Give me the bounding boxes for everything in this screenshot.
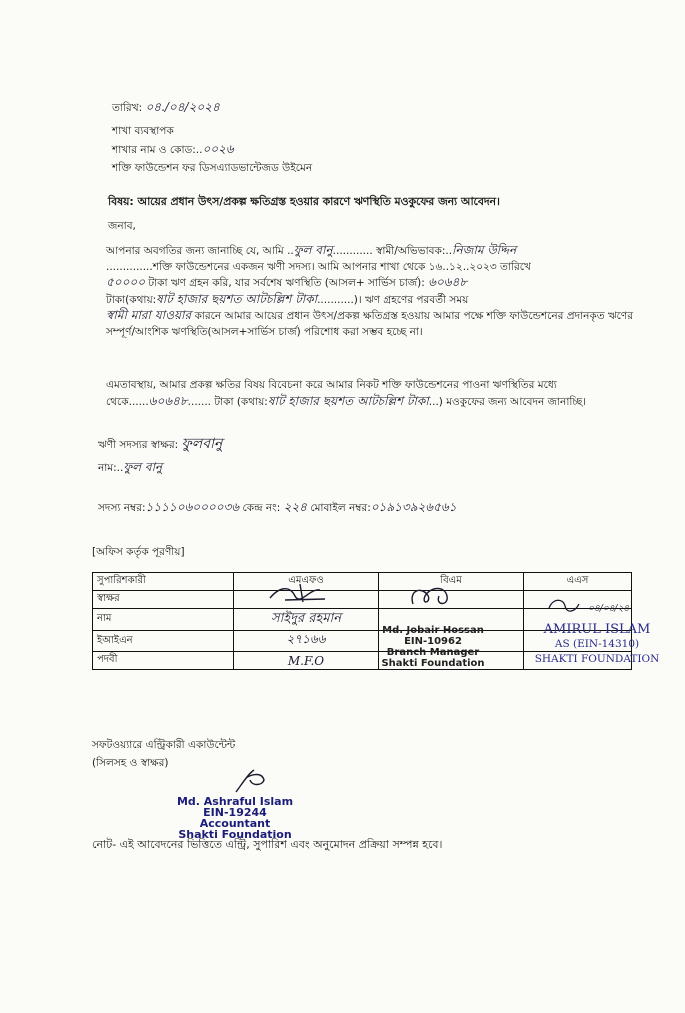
p1-text-g: কারনে আমার আয়ের প্রধান উৎস/প্রকল্প ক্ষতিগ্রস্ত হওয়ায় আমার পক্ষে শক্তি ফাউন্ডেশনের প্রদানকৃত ঋণের সম্পূর্ণ/আংশিক ঋণস্থিতি(আসল+সার্ভিস চার্জ) পরিশোধ করা সম্ভব হচ্ছে না। bbox=[106, 310, 633, 338]
member-signature: ফুলবানু bbox=[181, 436, 223, 452]
accountant-stamp-org: Shakti Foundation bbox=[178, 828, 292, 841]
borrower-name: ফুল বানু bbox=[293, 243, 333, 257]
p1-text-d: টাকা ঋণ গ্রহন করি, যার সর্বশেষ ঋণস্থিতি (আসল+ সার্ভিস চার্জ): bbox=[148, 277, 425, 289]
as-stamp-name: AMIRUL ISLAM bbox=[543, 622, 651, 637]
accountant-line-1: সফটওয়্যারে এন্ট্রিকারী একাউন্টেন্ট bbox=[92, 739, 236, 751]
p1-text-b: ............ স্বামী/অভিভাবক:.. bbox=[332, 245, 453, 257]
accountant-stamp-title: Accountant bbox=[199, 817, 271, 830]
bm-signature bbox=[405, 584, 465, 608]
subject-text: আয়ের প্রধান উৎস/প্রকল্প ক্ষতিগ্রস্ত হওয়ার কারণে ঋণস্থিতি মওকুফের জন্য আবেদন। bbox=[137, 195, 500, 208]
branch-line bbox=[112, 142, 234, 157]
col-mfo: এমএফও bbox=[234, 573, 379, 591]
accountant-stamp bbox=[160, 796, 310, 840]
balance-words: ষাট হাজার ছয়শত আটচল্লিশ টাকা bbox=[156, 291, 318, 306]
member-name-line bbox=[98, 460, 162, 475]
p2-text-b: ....... টাকা (কথায়: bbox=[187, 395, 268, 408]
member-signature-label: ঋণী সদস্যর স্বাক্ষর: bbox=[98, 439, 179, 451]
note: নোট- এই আবেদনের ভিত্তিতে এন্ট্রি, সুপারিশ এবং অনুমোদন প্রক্রিয়া সম্পন্ন হবে। bbox=[92, 838, 443, 851]
branch-label: শাখার নাম ও কোড:.. bbox=[112, 144, 203, 156]
bm-stamp-title: Branch Manager bbox=[386, 647, 480, 658]
bm-stamp-ein: EIN-10962 bbox=[404, 636, 462, 647]
mfo-name: সাইদুর রহমান bbox=[234, 609, 379, 631]
cause-text: স্বামী মারা যাওয়ার bbox=[106, 308, 192, 322]
member-no-label: সদস্য নম্বর: bbox=[98, 502, 146, 514]
row-label: পদবী bbox=[93, 652, 234, 670]
balance-amount: ৬০৬৪৮ bbox=[428, 275, 468, 289]
subject-line bbox=[108, 195, 500, 209]
office-title: [অফিস কর্তৃক পূরণীয়] bbox=[92, 546, 185, 558]
member-name: ফুল বানু bbox=[123, 460, 163, 474]
mobile-no: ০১৯১৩৯২৬৫৬১ bbox=[370, 500, 457, 514]
org-name: শক্তি ফাউন্ডেশন ফর ডিসএ্যাডভান্টেজড উইমেন bbox=[112, 162, 313, 174]
p1-text-a: আপনার অবগতির জন্য জানাচ্ছি যে, আমি .. bbox=[106, 245, 294, 257]
accountant-signature bbox=[232, 766, 272, 796]
p2-text-c: ...) মওকুফের জন্য আবেদন জানাচ্ছি। bbox=[428, 395, 587, 408]
as-stamp bbox=[522, 622, 672, 667]
accountant-stamp-name: Md. Ashraful Islam bbox=[176, 795, 294, 808]
waive-words: ষাট হাজার ছয়শত আটচল্লিশ টাকা bbox=[267, 393, 429, 408]
body-paragraph-1 bbox=[106, 243, 634, 340]
col-bm: বিএম bbox=[379, 573, 524, 591]
bm-stamp-org: Shakti Foundation bbox=[381, 658, 485, 669]
row-label: স্বাক্ষর bbox=[93, 591, 234, 609]
p1-text-e: টাকা(কথায়: bbox=[106, 293, 157, 306]
body-paragraph-2 bbox=[106, 378, 634, 410]
mfo-designation: M.F.O bbox=[234, 652, 379, 670]
p1-text-f: ...........)। ঋণ গ্রহণের পরবর্তী সময় bbox=[317, 293, 469, 306]
accountant-line-2: (সিলসহ ও স্বাক্ষর) bbox=[92, 757, 169, 769]
center-label: কেন্দ্র নং: bbox=[242, 502, 281, 514]
as-signature bbox=[545, 596, 585, 616]
branch-code: ০০২৬ bbox=[202, 142, 234, 156]
row-label: ইআইএন bbox=[93, 631, 234, 652]
office-header-row bbox=[93, 573, 632, 591]
salutation: জনাব, bbox=[108, 220, 136, 232]
row-label: নাম bbox=[93, 609, 234, 631]
guardian-name: নিজাম উদ্দিন bbox=[452, 243, 517, 257]
accountant-stamp-ein: EIN-19244 bbox=[203, 806, 267, 819]
center-no: ২২৪ bbox=[283, 500, 307, 514]
bm-stamp bbox=[372, 625, 494, 669]
waive-amount: ৬০৬৪৮ bbox=[148, 393, 188, 408]
date-label: তারিখ: bbox=[112, 102, 143, 114]
as-stamp-org: SHAKTI FOUNDATION bbox=[534, 653, 660, 665]
date-line bbox=[112, 100, 220, 115]
member-number-line bbox=[98, 500, 456, 515]
as-stamp-ein: AS (EIN-14310) bbox=[554, 638, 640, 650]
loan-amount: ৫০০০০ bbox=[106, 275, 145, 289]
p1-text-c: ..............শক্তি ফাউন্ডেশনের একজন ঋণী সদস্য। আমি আপনার শাখা থেকে ১৬..১২..২০২৩ তারিখে bbox=[106, 260, 531, 273]
mfo-ein: ২৭১৬৬ bbox=[234, 631, 379, 652]
bm-stamp-name: Md. Jobair Hossan bbox=[382, 625, 484, 636]
date-value: ০৪./০৪/২০২৪ bbox=[145, 100, 220, 114]
subject-label: বিষয়: bbox=[108, 195, 134, 208]
addressee: শাখা ব্যবস্থাপক bbox=[112, 125, 174, 137]
as-date: ০৪/০৪/২৪ bbox=[588, 604, 630, 614]
mobile-label: মোবাইল নম্বর: bbox=[310, 502, 371, 514]
col-as: এএস bbox=[524, 573, 632, 591]
member-signature-line bbox=[98, 437, 222, 452]
col-recommender: সুপারিশকারী bbox=[93, 573, 234, 591]
member-no: ১১১১০৬০০০০৩৬ bbox=[145, 500, 240, 514]
p2-text-a: এমতাবস্থায়, আমার প্রকল্প ক্ষতির বিষয় বিবেচনা করে আমার নিকট শক্তি ফাউন্ডেশনের পাওনা ঋণস্থিতির মধ্যে থেকে...... bbox=[106, 379, 557, 408]
mfo-signature bbox=[265, 582, 335, 604]
member-name-label: নাম:.. bbox=[98, 462, 124, 474]
